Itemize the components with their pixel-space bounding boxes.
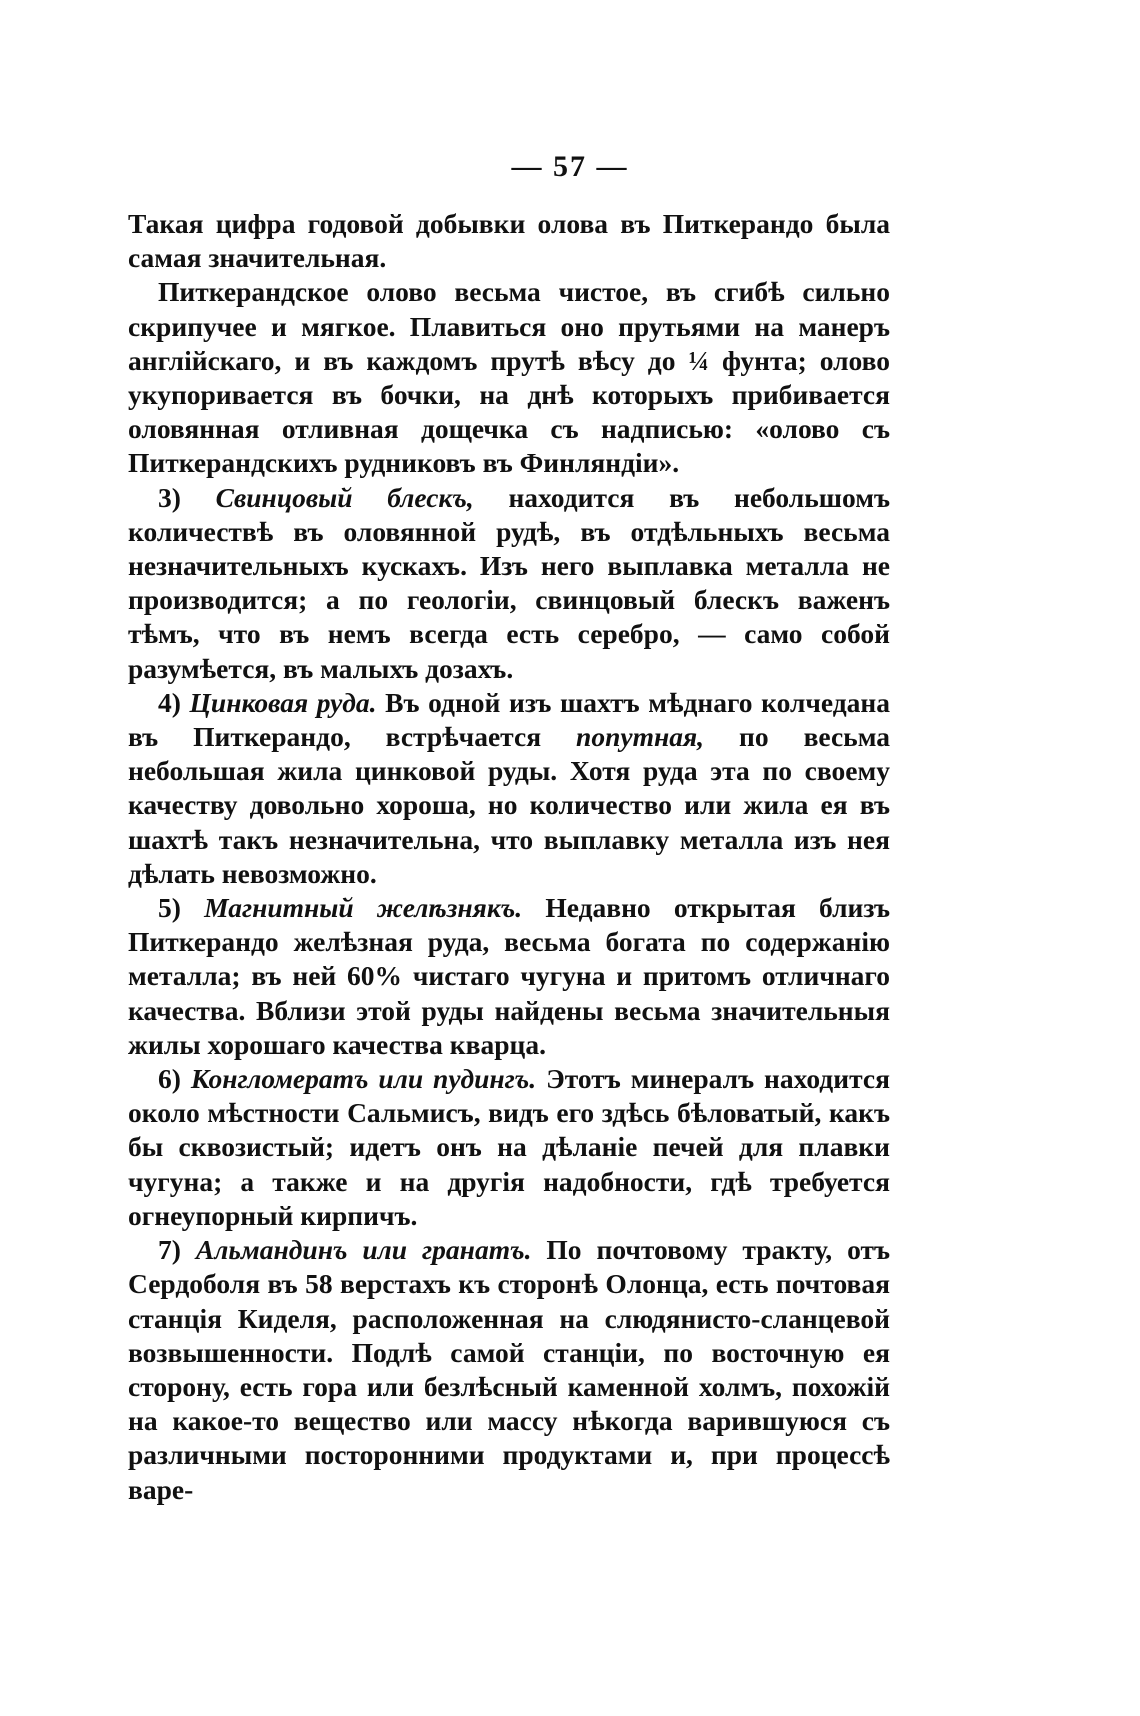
- item-number: 5): [158, 892, 181, 924]
- paragraph-2: Питкерандское олово весьма чистое, въ сгибѣ сильно скрипучее и мягкое. Плавиться оно прутьями на манеръ англійскаго, и въ каждомъ прутѣ вѣсу до ¼ фунта; олово укупоривается въ бочки, на днѣ которыхъ прибивается оловянная отливная дощечка съ надписью: «олово съ Питкерандскихъ рудниковъ въ Финляндіи».: [128, 276, 890, 479]
- mineral-term: Альмандинъ или гранатъ.: [195, 1234, 532, 1266]
- paragraph-text: находится въ небольшомъ количествѣ въ оловянной рудѣ, въ отдѣльныхъ весьма незначительныхъ кускахъ. Изъ него выплавка металла не производится; а по геологіи, свинцовый блескъ важенъ тѣмъ, что въ немъ всегда есть серебро, — само собой разумѣется, въ малыхъ дозахъ.: [128, 481, 890, 684]
- page-number: — 57 —: [511, 150, 629, 183]
- paragraph-text: Этотъ минералъ находится около мѣстности Сальмисъ, видъ его здѣсь бѣловатый, какъ бы сквозистый; идетъ онъ на дѣланіе печей для плавки чугуна; а также и на другія надобности, гдѣ требуется огнеупорный кирпичъ.: [128, 1063, 890, 1231]
- emphasis-text: попутная,: [576, 721, 705, 753]
- paragraph-3: [128, 481, 890, 686]
- item-number: 7): [158, 1234, 181, 1266]
- paragraph-1: Такая цифра годовой добывки олова въ Питкерандо была самая значительная.: [128, 208, 890, 274]
- paragraph-text: Въ одной изъ шахтъ мѣднаго колчедана въ Питкерандо, встрѣчается: [128, 686, 891, 753]
- item-number: 3): [158, 481, 181, 513]
- item-number: 4): [158, 686, 181, 718]
- mineral-term: Свинцовый блескъ,: [215, 481, 474, 513]
- mineral-term: Конгломератъ или пудингъ.: [190, 1063, 537, 1095]
- item-number: 6): [158, 1063, 181, 1095]
- page-body: [128, 207, 890, 1507]
- paragraph-7: [128, 1233, 890, 1507]
- mineral-term: Магнитный желѣзнякъ.: [204, 892, 523, 924]
- paragraph-text: по весьма небольшая жила цинковой руды. Хотя руда эта по своему качеству довольно хороша, но количество или жила ея въ шахтѣ такъ незначительна, что выплавку металла изъ нея дѣлать невозможно.: [128, 721, 891, 889]
- paragraph-6: [128, 1062, 890, 1233]
- paragraph-4: [128, 686, 890, 891]
- mineral-term: Цинковая руда.: [189, 686, 377, 718]
- paragraph-text: По почтовому тракту, отъ Сердоболя въ 58 верстахъ къ сторонѣ Олонца, есть почтовая станція Киделя, расположенная на слюдянисто-сланцевой возвышенности. Подлѣ самой станціи, по восточную ея сторону, есть гора или безлѣсный каменной холмъ, похожій на какое-то вещество или массу нѣкогда варившуюся съ различными посторонними продуктами и, при процессѣ варе-: [128, 1234, 891, 1505]
- paragraph-text: Недавно открытая близъ Питкерандо желѣзная руда, весьма богата по содержанію металла; въ ней 60% чистаго чугуна и притомъ отличнаго качества. Вблизи этой руды найдены весьма значительныя жилы хорошаго качества кварца.: [128, 892, 891, 1060]
- paragraph-5: [128, 891, 890, 1062]
